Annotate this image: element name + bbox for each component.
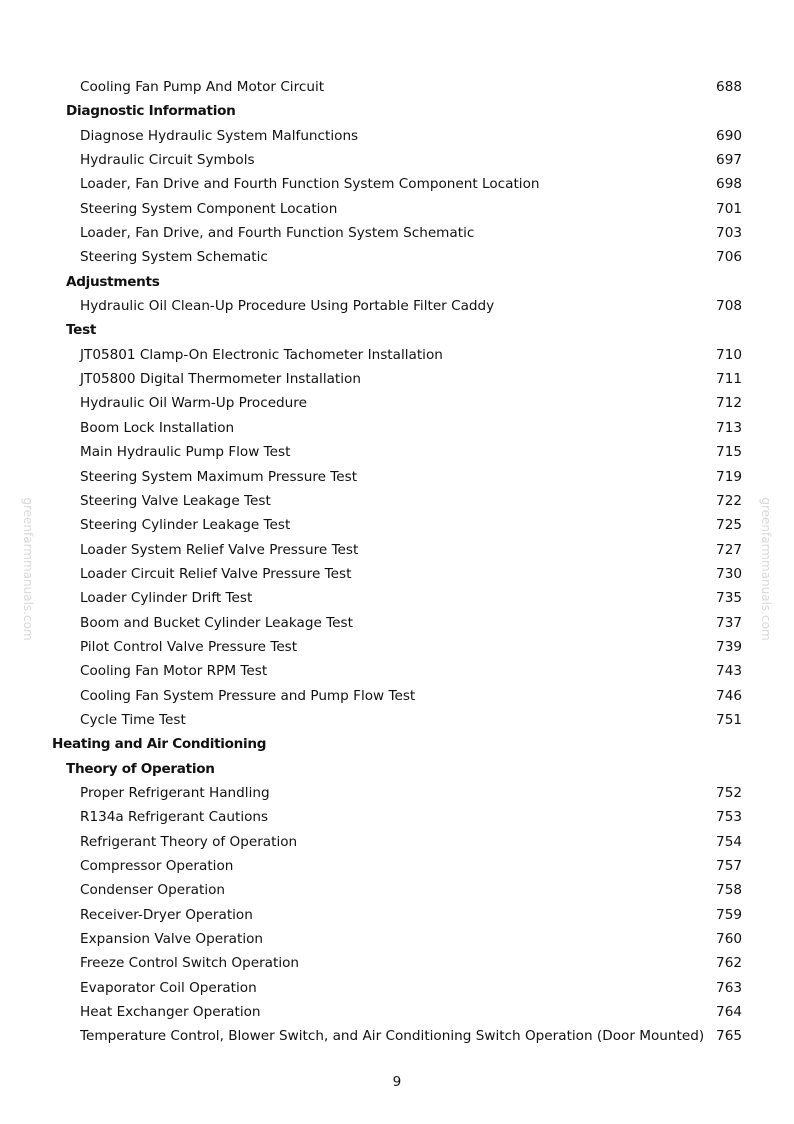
- toc-entry[interactable]: [0, 124, 794, 148]
- toc-entry-title: Diagnostic Information: [66, 103, 236, 120]
- toc-entry[interactable]: [0, 830, 794, 854]
- toc-entry[interactable]: [0, 854, 794, 878]
- toc-entry-title: Steering Cylinder Leakage Test: [80, 517, 291, 534]
- toc-entry-title: Loader System Relief Valve Pressure Test: [80, 541, 359, 558]
- toc-entry-page: 688: [716, 79, 742, 95]
- toc-entry-title: Freeze Control Switch Operation: [80, 955, 300, 972]
- toc-entry-page: 697: [716, 152, 742, 169]
- toc-entry-title: Boom and Bucket Cylinder Leakage Test: [80, 614, 353, 631]
- toc-entry[interactable]: [0, 635, 794, 659]
- toc-entry[interactable]: [0, 489, 794, 513]
- toc-entry-title: Hydraulic Oil Clean-Up Procedure Using Portable Filter Caddy: [80, 298, 495, 315]
- toc-entry[interactable]: [0, 245, 794, 269]
- toc-entry[interactable]: [0, 221, 794, 245]
- toc-entry-title: Cooling Fan Motor RPM Test: [80, 663, 268, 680]
- toc-entry[interactable]: [0, 586, 794, 610]
- toc-subsection-heading[interactable]: [0, 318, 794, 342]
- toc-entry[interactable]: [0, 781, 794, 805]
- toc-entry-title: JT05800 Digital Thermometer Installation: [80, 371, 361, 388]
- toc-entry[interactable]: [0, 538, 794, 562]
- toc-entry-title: JT05801 Clamp-On Electronic Tachometer Installation: [80, 346, 443, 363]
- toc-entry-page: 722: [716, 492, 742, 509]
- toc-entry[interactable]: [0, 148, 794, 172]
- toc-entry-page: 764: [716, 1004, 742, 1021]
- watermark-right: greenfarmmanuals.com: [759, 497, 773, 641]
- toc-entry-title: Compressor Operation: [80, 858, 234, 874]
- toc-entry[interactable]: [0, 513, 794, 537]
- toc-entry[interactable]: [0, 172, 794, 196]
- toc-entry-title: Refrigerant Theory of Operation: [80, 833, 298, 850]
- toc-entry-title: Loader, Fan Drive and Fourth Function System Component Location: [80, 176, 540, 193]
- toc-entry-title: Proper Refrigerant Handling: [80, 784, 270, 801]
- toc-entry-page: 708: [716, 298, 742, 315]
- toc-entry[interactable]: [0, 1024, 794, 1048]
- toc-entry[interactable]: [0, 878, 794, 902]
- toc-entry-title: Loader Cylinder Drift Test: [80, 590, 253, 607]
- toc-entry-title: Main Hydraulic Pump Flow Test: [80, 444, 291, 461]
- toc-entry-page: 701: [716, 200, 742, 217]
- toc-entry[interactable]: [0, 611, 794, 635]
- toc-entry-title: Diagnose Hydraulic System Malfunctions: [80, 127, 359, 144]
- toc-entry-page: 725: [716, 517, 742, 534]
- toc-entry[interactable]: [0, 684, 794, 708]
- toc-entry-page: 762: [716, 955, 742, 972]
- toc-entry-page: 739: [716, 638, 742, 655]
- toc-entry[interactable]: [0, 197, 794, 221]
- toc-entry[interactable]: [0, 75, 794, 99]
- watermark-left: greenfarmmanuals.com: [21, 497, 35, 641]
- toc-entry-page: 752: [716, 784, 742, 801]
- toc-entry-title: R134a Refrigerant Cautions: [80, 809, 269, 826]
- toc-entry-page: 727: [716, 541, 742, 558]
- toc-entry[interactable]: [0, 465, 794, 489]
- toc-entry-title: Receiver-Dryer Operation: [80, 906, 253, 923]
- toc-entry[interactable]: [0, 708, 794, 732]
- toc-entry-page: 712: [716, 395, 742, 412]
- toc-entry[interactable]: [0, 976, 794, 1000]
- toc-entry-page: 759: [716, 906, 742, 923]
- toc-entry[interactable]: [0, 1000, 794, 1024]
- toc-entry-title: Evaporator Coil Operation: [80, 979, 257, 996]
- toc-entry[interactable]: [0, 416, 794, 440]
- toc-entry-page: 765: [716, 1028, 742, 1045]
- toc-entry-page: 719: [716, 468, 742, 485]
- toc-entry[interactable]: [0, 367, 794, 391]
- toc-entry-page: 754: [716, 833, 742, 850]
- toc-entry-page: 763: [716, 979, 742, 996]
- toc-entry-page: 753: [716, 809, 742, 826]
- toc-entry-title: Cycle Time Test: [80, 711, 186, 728]
- toc-entry[interactable]: [0, 927, 794, 951]
- toc-entry-title: Condenser Operation: [80, 882, 226, 899]
- toc-entry-page: 690: [716, 127, 742, 144]
- toc-entry-title: Steering System Schematic: [80, 249, 268, 266]
- toc-entry-title: Boom Lock Installation: [80, 419, 235, 436]
- toc-entry-title: Loader, Fan Drive, and Fourth Function System Schematic: [80, 225, 475, 242]
- toc-entry-title: Expansion Valve Operation: [80, 931, 264, 948]
- toc-entry[interactable]: [0, 562, 794, 586]
- toc-entry-title: Steering System Maximum Pressure Test: [80, 468, 358, 485]
- toc-entry-title: Heating and Air Conditioning: [52, 736, 267, 753]
- toc-entry-page: 713: [716, 419, 742, 436]
- toc-entry-page: 715: [716, 444, 742, 461]
- toc-entry-page: 711: [716, 371, 742, 388]
- toc-entry[interactable]: [0, 903, 794, 927]
- toc-entry-page: 737: [716, 614, 742, 631]
- toc-subsection-heading[interactable]: [0, 270, 794, 294]
- toc-entry-page: 751: [716, 711, 742, 728]
- table-of-contents: [0, 75, 794, 1049]
- page-number: 9: [392, 1074, 402, 1090]
- toc-entry-page: 710: [716, 346, 742, 363]
- toc-entry[interactable]: [0, 343, 794, 367]
- toc-subsection-heading[interactable]: [0, 99, 794, 123]
- toc-entry-title: Steering System Component Location: [80, 200, 338, 217]
- toc-entry-title: Cooling Fan Pump And Motor Circuit: [80, 79, 325, 95]
- toc-entry-title: Theory of Operation: [66, 760, 215, 777]
- toc-entry-title: Steering Valve Leakage Test: [80, 492, 271, 509]
- toc-entry-title: Heat Exchanger Operation: [80, 1004, 261, 1021]
- toc-entry-title: Hydraulic Oil Warm-Up Procedure: [80, 395, 307, 412]
- toc-entry-page: 698: [716, 176, 742, 193]
- toc-entry[interactable]: [0, 294, 794, 318]
- toc-entry[interactable]: [0, 659, 794, 683]
- toc-subsection-heading[interactable]: [0, 757, 794, 781]
- toc-entry-page: 730: [716, 565, 742, 582]
- toc-entry[interactable]: [0, 951, 794, 975]
- toc-entry-page: 735: [716, 590, 742, 607]
- toc-entry-title: Hydraulic Circuit Symbols: [80, 152, 255, 169]
- toc-entry-page: 706: [716, 249, 742, 266]
- toc-entry-page: 743: [716, 663, 742, 680]
- toc-entry-title: Loader Circuit Relief Valve Pressure Test: [80, 565, 352, 582]
- toc-section-heading[interactable]: [0, 732, 794, 756]
- toc-entry-page: 758: [716, 882, 742, 899]
- toc-entry[interactable]: [0, 805, 794, 829]
- toc-entry-page: 703: [716, 225, 742, 242]
- toc-entry[interactable]: [0, 391, 794, 415]
- toc-entry-title: Pilot Control Valve Pressure Test: [80, 638, 298, 655]
- toc-entry-title: Cooling Fan System Pressure and Pump Flow Test: [80, 687, 416, 704]
- toc-entry-page: 757: [716, 858, 742, 874]
- toc-entry-title: Test: [66, 322, 97, 339]
- toc-entry-page: 760: [716, 931, 742, 948]
- toc-entry[interactable]: [0, 440, 794, 464]
- toc-entry-title: Temperature Control, Blower Switch, and Air Conditioning Switch Operation (Door Mounted): [80, 1028, 705, 1045]
- toc-entry-page: 746: [716, 687, 742, 704]
- toc-entry-title: Adjustments: [66, 273, 160, 290]
